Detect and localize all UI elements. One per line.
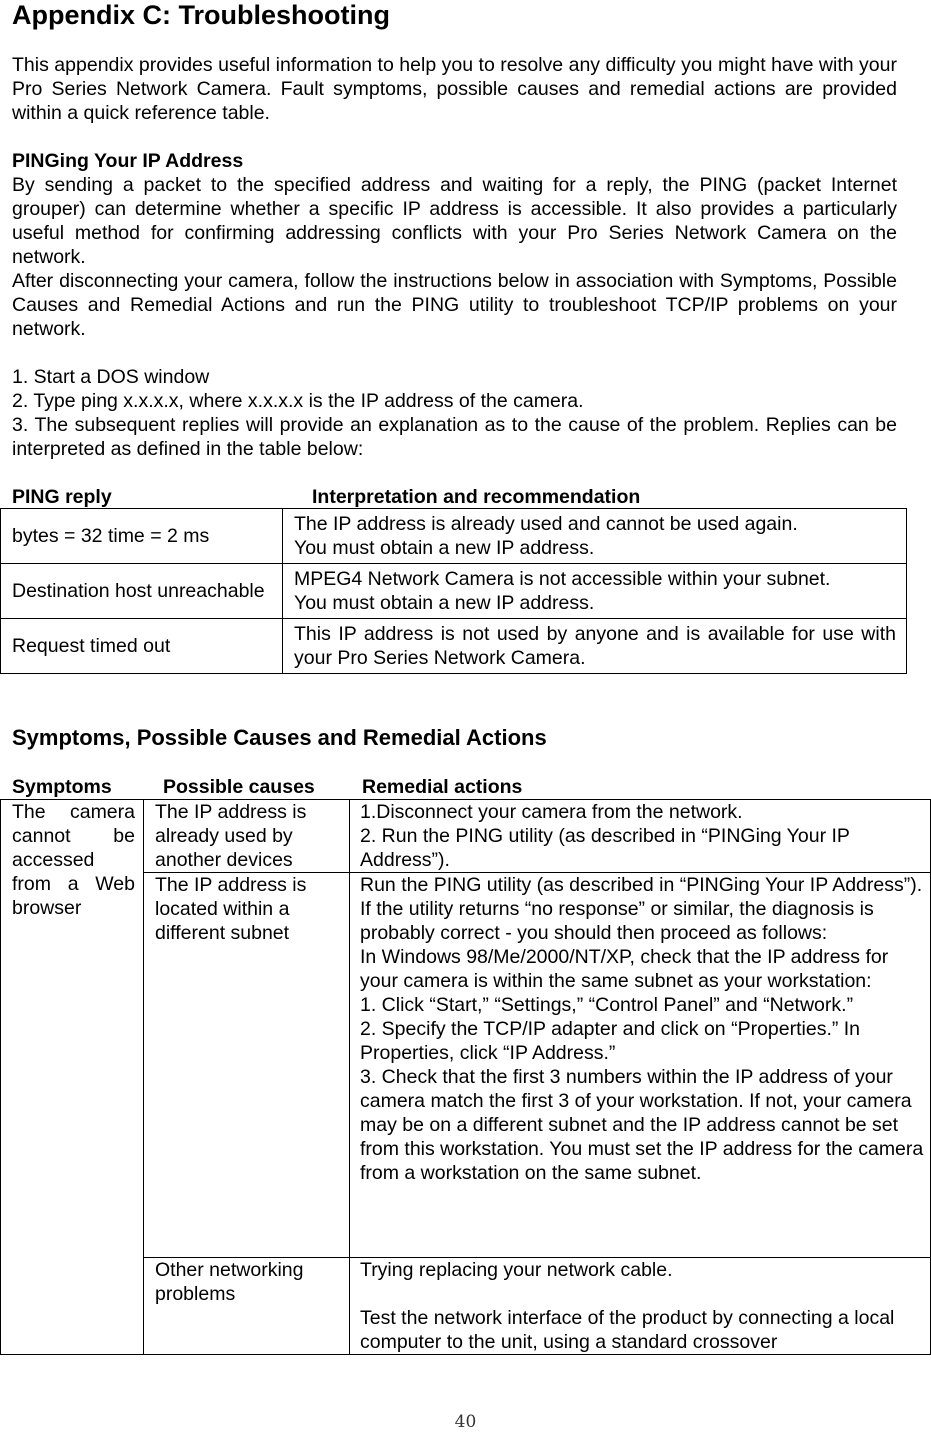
table-row bbox=[1, 564, 907, 619]
symptoms-table-header bbox=[0, 775, 931, 799]
cause-cell: Other networking problems bbox=[144, 1258, 350, 1355]
page-title: Appendix C: Troubleshooting bbox=[12, 0, 390, 30]
ping-reply-table bbox=[0, 508, 907, 674]
action-line: 1. Click “Start,” “Settings,” “Control Panel” and “Network.” bbox=[360, 994, 854, 1016]
action-line: 2. Run the PING utility (as described in “PINGing Your IP Address”). bbox=[360, 825, 850, 871]
page-number: 40 bbox=[454, 1412, 477, 1432]
action-cell bbox=[350, 1258, 931, 1355]
symptoms-heading: Symptoms, Possible Causes and Remedial Actions bbox=[12, 725, 547, 750]
interpretation-header: Interpretation and recommendation bbox=[312, 486, 641, 508]
symptom-text: The camera cannot be accessed from a Web browser bbox=[12, 801, 135, 919]
ping-table-header bbox=[12, 485, 897, 509]
blank-line bbox=[360, 1282, 924, 1306]
ping-reply-cell: Request timed out bbox=[1, 619, 283, 674]
action-cell bbox=[350, 873, 931, 1258]
interpretation-line: This IP address is not used by anyone and is available for use with your Pro Series Network Camera. bbox=[294, 623, 896, 669]
table-row bbox=[1, 509, 907, 564]
ping-reply-cell: bytes = 32 time = 2 ms bbox=[1, 509, 283, 564]
action-line: 1.Disconnect your camera from the network. bbox=[360, 801, 743, 823]
action-line: Trying replacing your network cable. bbox=[360, 1259, 673, 1281]
interpretation-cell bbox=[283, 509, 907, 564]
ping-paragraph-1: By sending a packet to the specified address and waiting for a reply, the PING (packet Internet grouper) can determine whether a specific IP address is accessible. It also provides a particularly useful method for confirming addressing conflicts with your Pro Series Network Camera on the network. bbox=[12, 174, 897, 268]
table-row bbox=[1, 619, 907, 674]
symptom-cell bbox=[1, 800, 144, 1355]
interpretation-line: You must obtain a new IP address. bbox=[294, 537, 595, 559]
ping-reply-cell: Destination host unreachable bbox=[1, 564, 283, 619]
remedial-actions-header: Remedial actions bbox=[362, 776, 523, 798]
interpretation-cell bbox=[283, 564, 907, 619]
action-line: 2. Specify the TCP/IP adapter and click on “Properties.” In Properties, click “IP Address.” bbox=[360, 1018, 861, 1064]
symptoms-header: Symptoms bbox=[12, 776, 112, 798]
ping-reply-header: PING reply bbox=[12, 486, 112, 508]
interpretation-cell bbox=[283, 619, 907, 674]
cause-cell: The IP address is located within a different subnet bbox=[144, 873, 350, 1258]
table-row bbox=[1, 800, 931, 873]
action-cell bbox=[350, 800, 931, 873]
document-page bbox=[12, 0, 897, 509]
action-line: In Windows 98/Me/2000/NT/XP, check that the IP address for your camera is within the same subnet as your workstation: bbox=[360, 946, 889, 992]
interpretation-line: MPEG4 Network Camera is not accessible within your subnet. bbox=[294, 568, 831, 590]
ping-step-1: 1. Start a DOS window bbox=[12, 366, 210, 388]
ping-step-3: 3. The subsequent replies will provide an explanation as to the cause of the problem. Replies can be interpreted as defined in the table below: bbox=[12, 414, 897, 460]
ping-step-2: 2. Type ping x.x.x.x, where x.x.x.x is the IP address of the camera. bbox=[12, 390, 584, 412]
action-line: 3. Check that the first 3 numbers within the IP address of your camera match the first 3 of your workstation. If not, your camera may be on a different subnet and the IP address cannot be set from this workstation. You must set the IP address for the camera from a workstation on the same subnet. bbox=[360, 1066, 924, 1184]
possible-causes-header: Possible causes bbox=[163, 776, 315, 798]
cause-cell: The IP address is already used by another devices bbox=[144, 800, 350, 873]
interpretation-line: You must obtain a new IP address. bbox=[294, 592, 595, 614]
action-line: Test the network interface of the product by connecting a local computer to the unit, using a standard crossover bbox=[360, 1307, 895, 1353]
intro-paragraph: This appendix provides useful information to help you to resolve any difficulty you might have with your Pro Series Network Camera. Fault symptoms, possible causes and remedial actions are provided within a quick reference table. bbox=[12, 54, 897, 124]
action-line: Run the PING utility (as described in “PINGing Your IP Address”). If the utility returns “no response” or similar, the diagnosis is probably correct - you should then proceed as follows: bbox=[360, 874, 923, 944]
symptoms-table bbox=[0, 799, 931, 1355]
ping-heading: PINGing Your IP Address bbox=[12, 150, 244, 172]
interpretation-line: The IP address is already used and cannot be used again. bbox=[294, 513, 798, 535]
ping-paragraph-2: After disconnecting your camera, follow the instructions below in association with Symptoms, Possible Causes and Remedial Actions and run the PING utility to troubleshoot TCP/IP problems on your network. bbox=[12, 270, 897, 340]
